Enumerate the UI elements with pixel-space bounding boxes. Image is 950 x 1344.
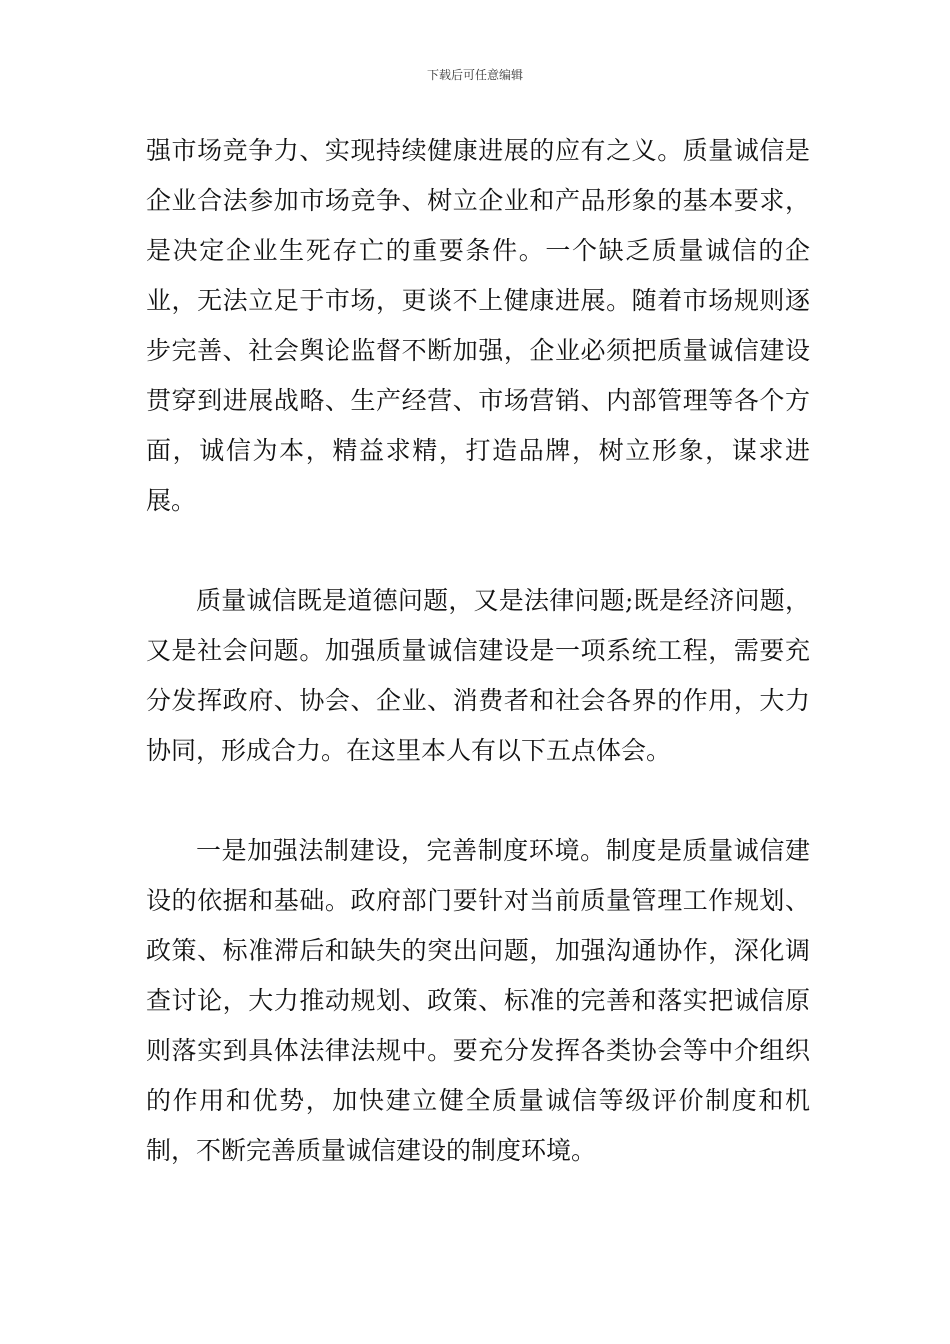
paragraph-1: 强市场竞争力、实现持续健康进展的应有之义。质量诚信是企业合法参加市场竞争、树立企业和产品形象的基本要求，是决定企业生死存亡的重要条件。一个缺乏质量诚信的企业，无法立足于市场，更谈不上健康进展。随着市场规则逐步完善、社会舆论监督不断加强，企业必须把质量诚信建设贯穿到进展战略、生产经营、市场营销、内部管理等各个方面，诚信为本，精益求精，打造品牌，树立形象，谋求进展。: [146, 136, 810, 515]
paragraph-3: 一是加强法制建设，完善制度环境。制度是质量诚信建设的依据和基础。政府部门要针对当前质量管理工作规划、政策、标准滞后和缺失的突出问题，加强沟通协作，深化调查讨论，大力推动规划、政策、标准的完善和落实把诚信原则落实到具体法律法规中。要充分发挥各类协会等中介组织的作用和优势，加快建立健全质量诚信等级评价制度和机制，不断完善质量诚信建设的制度环境。: [146, 836, 810, 1165]
paragraph-2: 质量诚信既是道德问题，又是法律问题;既是经济问题，又是社会问题。加强质量诚信建设是一项系统工程，需要充分发挥政府、协会、企业、消费者和社会各界的作用，大力协同，形成合力。在这里本人有以下五点体会。: [146, 586, 810, 765]
document-body: [146, 126, 810, 1176]
page-header: 下载后可任意编辑: [426, 68, 523, 82]
